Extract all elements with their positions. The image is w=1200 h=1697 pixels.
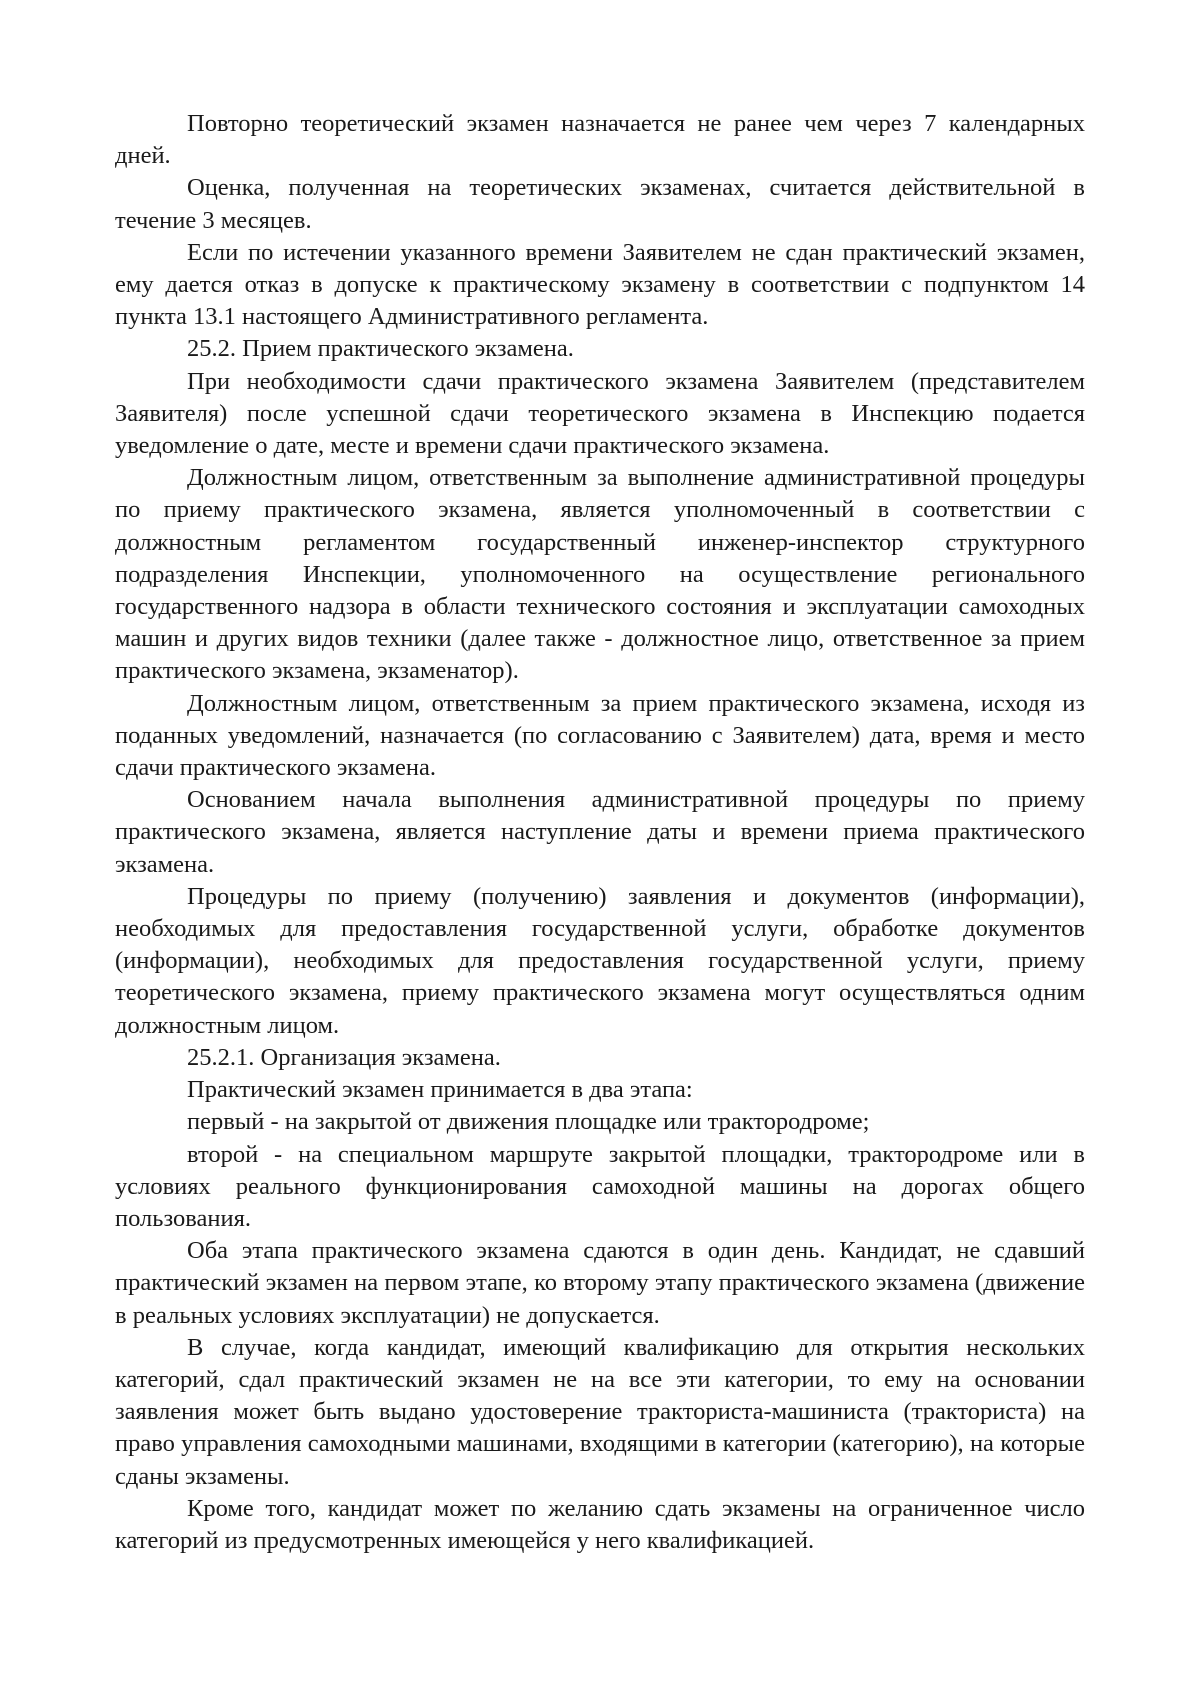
paragraph-refusal: Если по истечении указанного времени Заявителем не сдан практический экзамен, ему дается отказ в допуске к практическому экзамену в соответствии с подпунктом 14 пункта 13.1 настоящего Административного регламента. bbox=[115, 238, 1085, 331]
paragraph-procedure-basis: Основанием начала выполнения административной процедуры по приему практического экзамена, является наступление даты и времени приема практического экзамена. bbox=[115, 786, 1085, 878]
paragraph-stage-one: первый - на закрытой от движения площадке или трактородроме; bbox=[187, 1108, 870, 1136]
paragraph-notification: При необходимости сдачи практического экзамена Заявителем (представителем Заявителя) после успешной сдачи теоретического экзамена в Инспекцию подается уведомление о дате, месте и времени сдачи практического экзамена. bbox=[115, 367, 1085, 460]
section-heading-practical-exam: 25.2. Прием практического экзамена. bbox=[187, 335, 574, 363]
paragraph-single-official: Процедуры по приему (получению) заявления и документов (информации), необходимых для предоставления государственной услуги, обработке документов (информации), необходимых для предоставления государственной услуги, приему теоретического экзамена, приему практического экзамена могут осуществляться одним должностным лицом. bbox=[115, 882, 1085, 1039]
paragraph-partial-categories: В случае, когда кандидат, имеющий квалификацию для открытия нескольких категорий, сдал практический экзамен не на все эти категории, то ему на основании заявления может быть выдано удостоверение тракториста-машиниста (тракториста) на право управления самоходными машинами, входящими в категории (категорию), на которые сданы экзамены. bbox=[115, 1333, 1085, 1490]
document-page bbox=[115, 108, 1085, 1557]
paragraph-limited-categories: Кроме того, кандидат может по желанию сдать экзамены на ограниченное число категорий из предусмотренных имеющейся у него квалификацией. bbox=[115, 1494, 1085, 1554]
section-heading-organization: 25.2.1. Организация экзамена. bbox=[187, 1043, 501, 1071]
paragraph-same-day: Оба этапа практического экзамена сдаются в один день. Кандидат, не сдавший практический экзамен на первом этапе, ко второму этапу практического экзамена (движение в реальных условиях эксплуатации) не допускается. bbox=[115, 1237, 1085, 1329]
paragraph-responsible-official: Должностным лицом, ответственным за выполнение административной процедуры по приему практического экзамена, является уполномоченный в соответствии с должностным регламентом государственный инженер-инспектор структурного подразделения Инспекции, уполномоченного на осуществление регионального государственного надзора в области технического состояния и эксплуатации самоходных машин и других видов техники (далее также - должностное лицо, ответственное за прием практического экзамена, экзаменатор). bbox=[115, 464, 1085, 685]
paragraph-score-validity: Оценка, полученная на теоретических экзаменах, считается действительной в течение 3 месяцев. bbox=[115, 174, 1085, 234]
paragraph-retake-theory: Повторно теоретический экзамен назначается не ранее чем через 7 календарных дней. bbox=[115, 110, 1085, 170]
paragraph-scheduling: Должностным лицом, ответственным за прием практического экзамена, исходя из поданных уведомлений, назначается (по согласованию с Заявителем) дата, время и место сдачи практического экзамена. bbox=[115, 689, 1085, 782]
paragraph-two-stages: Практический экзамен принимается в два этапа: bbox=[187, 1076, 693, 1104]
paragraph-stage-two: второй - на специальном маршруте закрытой площадки, трактородроме или в условиях реального функционирования самоходной машины на дорогах общего пользования. bbox=[115, 1140, 1085, 1232]
